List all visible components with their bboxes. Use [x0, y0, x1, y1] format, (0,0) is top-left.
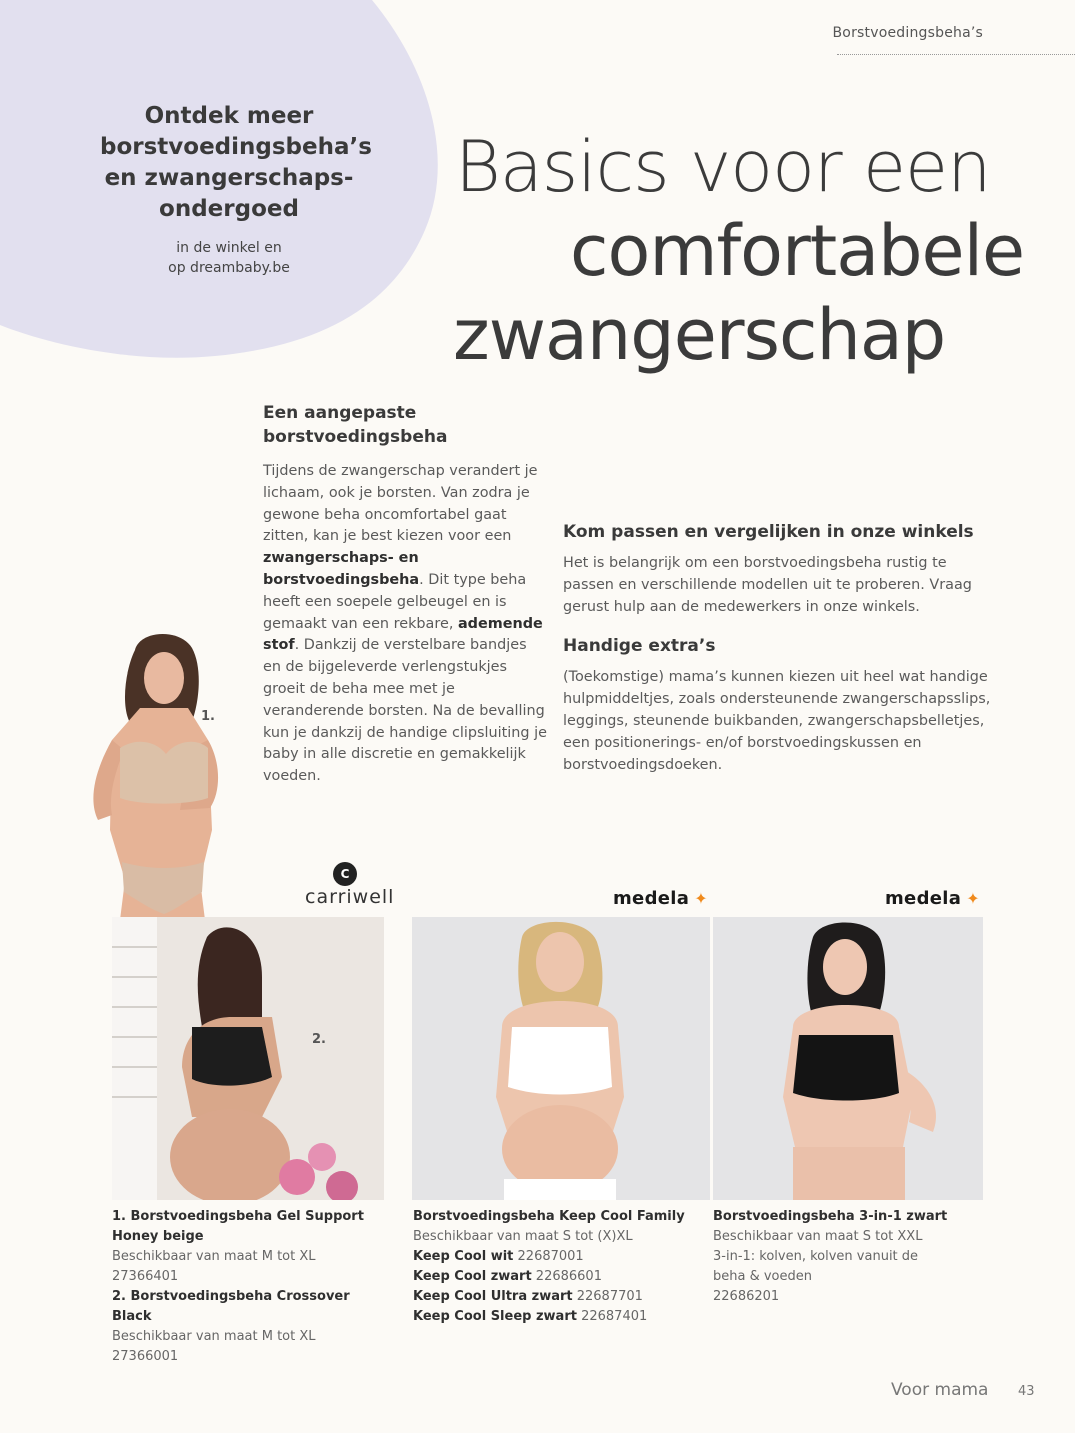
variant-name: Keep Cool zwart — [413, 1269, 532, 1284]
brand-medela-text: medela — [613, 888, 690, 909]
product-photo-keep-cool-white — [412, 917, 710, 1200]
product-description: 3-in-1: kolven, kolven vanuit de — [713, 1249, 919, 1264]
article-section-bra — [263, 401, 548, 788]
brand-medela — [613, 888, 708, 909]
product-number-label: 2. — [312, 1032, 326, 1047]
product-name: Borstvoedingsbeha Keep Cool Family — [413, 1209, 685, 1224]
article-section-stores — [563, 520, 993, 776]
photo-crossover-image — [112, 917, 384, 1200]
variant-code: 22687701 — [572, 1289, 643, 1304]
product-variant — [413, 1247, 703, 1267]
hero-title-line-2: comfortabele — [570, 210, 1025, 292]
hero-title-line-1: Basics voor een — [455, 126, 991, 208]
product-caption-keep-cool — [413, 1207, 703, 1327]
page-number: 43 — [1018, 1384, 1035, 1399]
product-availability: Beschikbaar van maat S tot XXL — [713, 1229, 923, 1244]
variant-name: Keep Cool wit — [413, 1249, 514, 1264]
body-emphasis: zwangerschaps- en borstvoedingsbeha — [263, 550, 420, 588]
product-caption-carriwell — [112, 1207, 392, 1367]
medela-logo-icon: ✦ — [694, 889, 708, 908]
brand-medela-text: medela — [885, 888, 962, 909]
variant-code: 22687401 — [576, 1309, 648, 1324]
product-availability: Beschikbaar van maat M tot XL — [112, 1329, 316, 1344]
product-description: beha & voeden — [713, 1269, 812, 1284]
variant-code: 22687001 — [513, 1249, 584, 1264]
photo-3in1-image — [713, 917, 983, 1200]
variant-name: Keep Cool Ultra zwart — [413, 1289, 573, 1304]
product-availability: Beschikbaar van maat S tot (X)XL — [413, 1229, 633, 1244]
promo-subtitle — [100, 238, 358, 278]
promo-subtitle-line-1: in de winkel en — [176, 240, 282, 256]
section-heading: Handige extra’s — [563, 636, 716, 657]
product-name: Honey beige — [112, 1229, 204, 1244]
brand-medela — [885, 888, 980, 909]
product-photo-gel-support — [80, 630, 270, 920]
product-variant — [413, 1287, 703, 1307]
section-body — [263, 461, 548, 788]
header-divider — [837, 54, 1075, 55]
brand-carriwell: carriwell — [305, 886, 395, 908]
product-photo-3in1-black — [713, 917, 983, 1200]
body-emphasis: ademende stof — [263, 615, 543, 654]
product-caption-3in1 — [713, 1207, 983, 1307]
body-text: . Dit type beha heeft een soepele gelbeugel en is gemaakt van een rekbare, — [263, 571, 527, 632]
body-text: . Dankzij de verstelbare bandjes en de bijgeleverde verlengstukjes groeit de beha mee met je veranderende borsten. Na de bevalling kun je dankzij de handige clipsluiting je baby in alle discretie en gemakkelijk voeden. — [263, 637, 547, 785]
product-name: Borstvoedingsbeha 3-in-1 zwart — [713, 1209, 948, 1224]
product-code: 27366001 — [112, 1349, 179, 1364]
product-code: 27366401 — [112, 1269, 179, 1284]
section-heading: Een aangepaste borstvoedingsbeha — [263, 403, 448, 447]
product-variant — [413, 1267, 703, 1287]
section-header: Borstvoedingsbeha’s — [832, 25, 983, 41]
product-code: 22686201 — [713, 1289, 780, 1304]
product-photo-crossover — [112, 917, 384, 1200]
product-name: 2. Borstvoedingsbeha Crossover Black — [112, 1289, 350, 1324]
variant-code: 22686601 — [531, 1269, 602, 1284]
section-body: (Toekomstige) mama’s kunnen kiezen uit heel wat handige hulpmiddeltjes, zoals ondersteunende zwangerschapsslips, leggings, steunende buikbanden, zwangerschapsbelletjes, een positionerings- en/of borstvoedingskussen en borstvoedingsdoeken. — [563, 669, 991, 773]
promo-title: Ontdek meer borstvoedingsbeha’s en zwangerschaps-ondergoed — [100, 103, 372, 222]
section-body: Het is belangrijk om een borstvoedingsbeha rustig te passen en verschillende modellen uit te proberen. Vraag gerust hulp aan de medewerkers in onze winkels. — [563, 555, 972, 615]
carriwell-logo-icon: C — [333, 862, 357, 886]
medela-logo-icon: ✦ — [966, 889, 980, 908]
body-text: Tijdens de zwangerschap verandert je lichaam, ook je borsten. Van zodra je gewone beha oncomfortabel gaat zitten, kan je best kiezen voor een — [263, 463, 538, 545]
product-number-label: 1. — [201, 709, 215, 724]
section-heading: Kom passen en vergelijken in onze winkels — [563, 522, 974, 542]
product-availability: Beschikbaar van maat M tot XL — [112, 1249, 316, 1264]
promo-subtitle-line-2[interactable]: op dreambaby.be — [168, 260, 290, 276]
variant-name: Keep Cool Sleep zwart — [413, 1309, 577, 1324]
photo-keep-cool-image — [412, 917, 710, 1200]
product-name: 1. Borstvoedingsbeha Gel Support — [112, 1209, 364, 1224]
footer-section: Voor mama — [891, 1380, 989, 1400]
hero-title-line-3: zwangerschap — [453, 294, 946, 376]
product-variant — [413, 1307, 703, 1327]
